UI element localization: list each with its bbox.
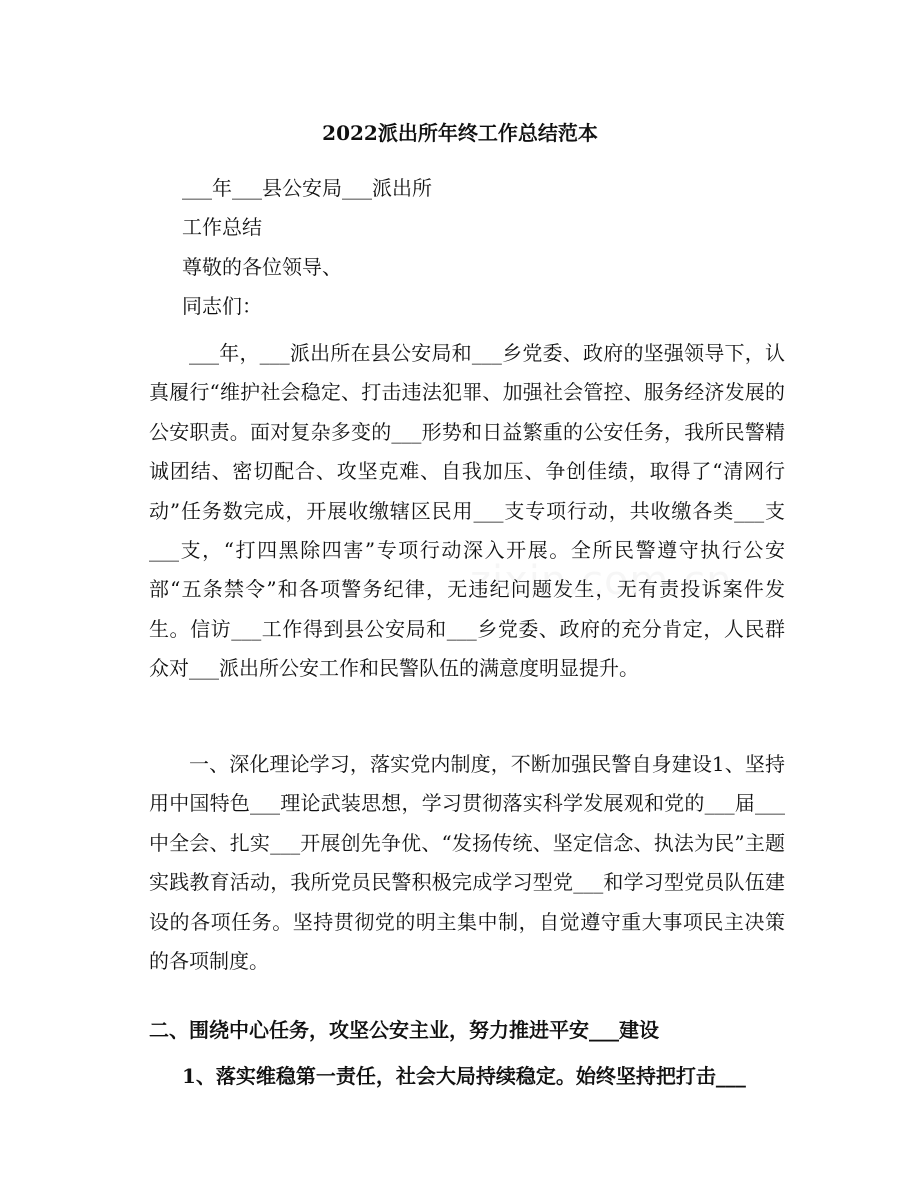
header-line-salutation: 尊敬的各位领导、 (182, 255, 342, 279)
header-line-comrades: 同志们： (182, 294, 262, 318)
header-line-summary: 工作总结 (182, 215, 262, 239)
header-line-unit: ___年___县公安局___派出所 (182, 176, 432, 200)
section-heading-two: 二、围绕中心任务，攻坚公安主业，努力推进平安___建设 (149, 1018, 659, 1042)
body-paragraph-section-one: 一、深化理论学习，落实党内制度，不断加强民警自身建设1、坚持用中国特色___理论武装思想，学习贯彻落实科学发展观和党的___届___中全会、扎实___开展创先争优、“发扬传统、坚定信念、执法为民”主题实践教育活动，我所党员民警积极完成学习型党___和学习型党员队伍建设的各项任务。坚持贯彻党的明主集中制，自觉遵守重大事项民主决策的各项制度。 (149, 752, 785, 974)
document-title: 2022派出所年终工作总结范本 (322, 121, 598, 145)
subsection-heading-one: 1、落实维稳第一责任，社会大局持续稳定。始终坚持把打击___ (182, 1064, 746, 1088)
body-paragraph-intro: ___年，___派出所在县公安局和___乡党委、政府的坚强领导下，认真履行“维护社会稳定、打击违法犯罪、加强社会管控、服务经济发展的公安职责。面对复杂多变的___形势和日益繁重的公安任务，我所民警精诚团结、密切配合、攻坚克难、自我加压、争创佳绩，取得了“清网行动”任务数完成，开展收缴辖区民用___支专项行动，共收缴各类___支___支，“打四黑除四害”专项行动深入开展。全所民警遵守执行公安部“五条禁令”和各项警务纪律，无违纪问题发生，无有责投诉案件发生。信访___工作得到县公安局和___乡党委、政府的充分肯定，人民群众对___派出所公安工作和民警队伍的满意度明显提升。 (149, 341, 785, 681)
